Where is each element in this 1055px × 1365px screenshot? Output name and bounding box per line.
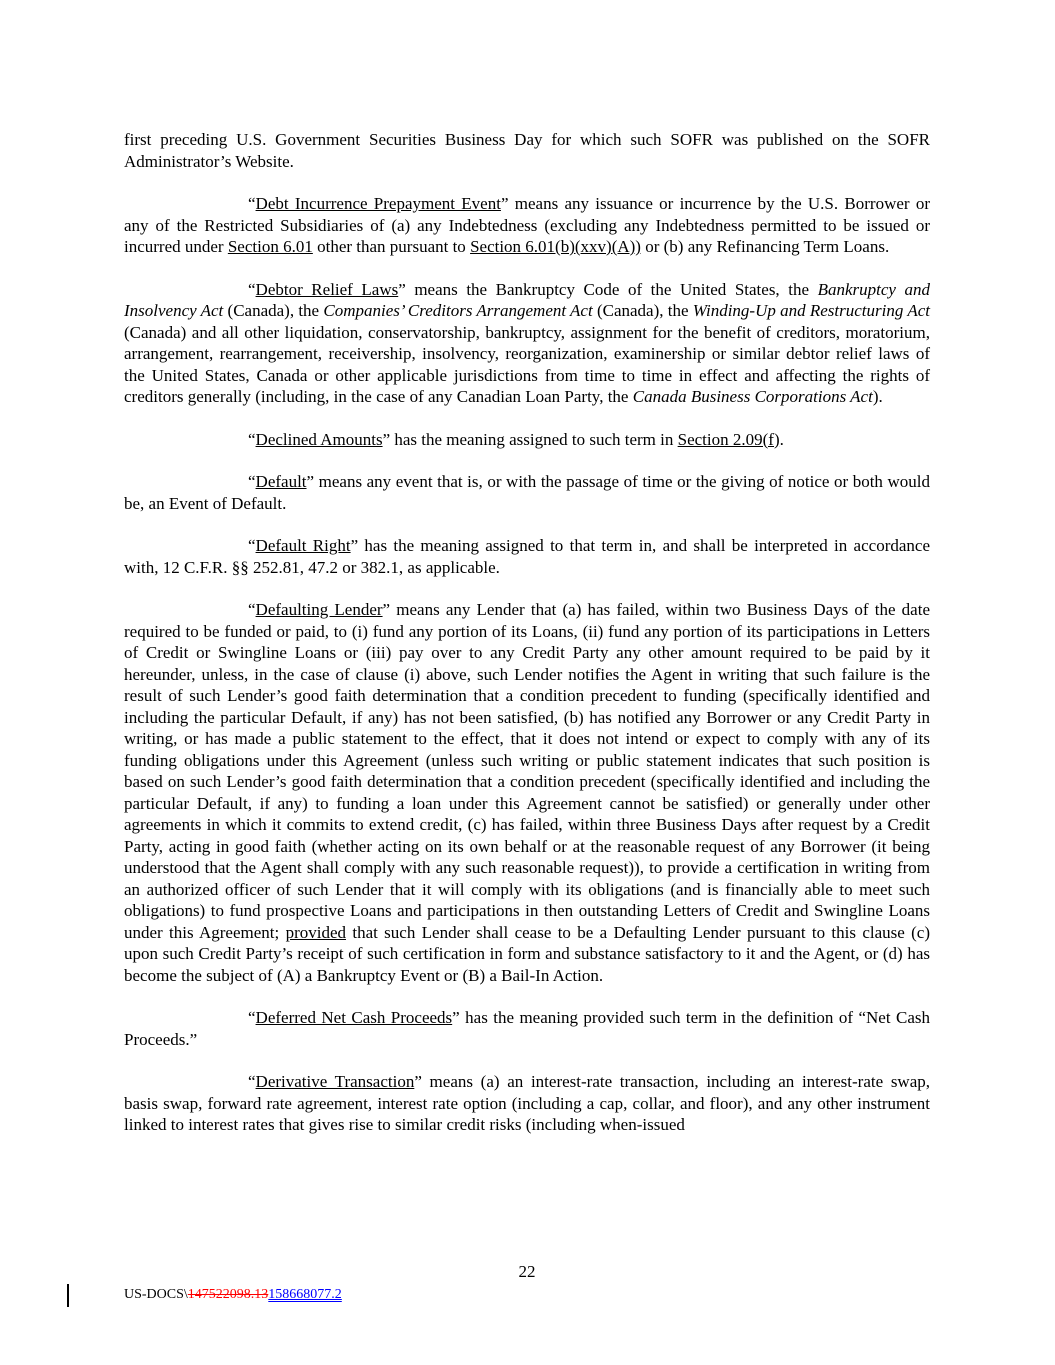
text-run: first preceding U.S. Government Securities Business Day for which such SOFR was published on the SOFR Administrator’s Website. — [124, 130, 930, 171]
paragraph — [124, 429, 930, 451]
paragraph — [124, 1071, 930, 1136]
text-run: or (b) any Refinancing Term Loans. — [640, 237, 890, 256]
text-run: “ — [248, 1008, 256, 1027]
text-run: Section 6.01 — [227, 237, 313, 256]
text-run: (Canada) and all other liquidation, conservatorship, bankruptcy, assignment for the benefit of creditors, moratorium, arrangement, rearrangement, receivership, insolvency, reorganization, examinership or similar debtor relief laws of the United States, Canada or other applicable jurisdictions from time to time in effect and affecting the rights of creditors generally (including, in the case of any Canadian Loan Party, the — [124, 322, 930, 406]
text-run: Companies’ Creditors Arrangement Act — [323, 301, 593, 320]
footer-prefix: US-DOCS\ — [124, 1287, 188, 1302]
text-run: ” means any issuance or incurrence by the U.S. Borrower or any of the Restricted Subsidiaries of (a) any Indebtedness (excluding any Indebtedness permitted to be issued or incurred under — [124, 194, 930, 256]
page-number: 22 — [518, 1262, 536, 1281]
text-run: Declined Amounts — [255, 429, 383, 449]
text-run: “ — [248, 600, 256, 619]
text-run: Default — [255, 472, 307, 491]
text-run: that such Lender shall cease to be a Defaulting Lender pursuant to this clause (c) upon such Credit Party’s receipt of such certification in form and substance satisfactory to it and the Agent, or (d) has become the subject of (A) a Bankruptcy Event or (B) a Bail-In Action. — [124, 922, 931, 985]
text-run: ” means (a) an interest-rate transaction, including an interest-rate swap, basis swap, forward rate agreement, interest rate option (including a cap, collar, and floor), and any other instrument linked to interest rates that gives rise to similar credit risks (including when-issued — [124, 1072, 931, 1134]
text-run: Winding-Up and Restructuring Act — [692, 301, 930, 320]
text-run: ” means any Lender that (a) has failed, within two Business Days of the date required to be funded or paid, to (i) fund any portion of its Loans, (ii) fund any portion of its participations in Letters of Credit or Swingline Loans or (iii) pay over to any Credit Party any other amount required to be paid by it hereunder, unless, in the case of clause (i) above, such Lender notifies the Agent in writing that such failure is the result of such Lender’s good faith determination that a condition precedent to funding (specifically identified and including the particular Default, if any) has not been satisfied, (b) has notified any Borrower or any Credit Party in writing, or has made a public statement to the effect, that it does not intend or expect to comply with any of its funding obligations under this Agreement (unless such writing or public statement indicates that such position is based on such Lender’s good faith determination that a condition precedent (specifically identified and including the particular Default, if any) to funding a loan under this Agreement cannot be satisfied) or generally under other agreements in which it commits to extend credit, (c) has failed, within three Business Days after request by a Credit Party, acting in good faith (whether acting on its own behalf or at the reasonable request of any Borrower (it being understood that the Agent shall comply with any such reasonable request)), to provide a certification in writing from an authorized officer of such Lender that it will comply with its obligations (and is financially able to meet such obligations) to fund prospective Loans and participations in then outstanding Letters of Credit and Swingline Loans under this Agreement; — [124, 600, 930, 942]
text-run: Section 2.09(f) — [677, 429, 780, 449]
document-id-footer — [124, 1287, 342, 1303]
text-run: ” means any event that is, or with the passage of time or the giving of notice or both would be, an Event of Default. — [124, 472, 930, 513]
text-run: . — [779, 429, 784, 449]
paragraph — [124, 471, 930, 514]
text-run: Defaulting Lender — [255, 600, 383, 619]
text-run: “ — [248, 536, 256, 555]
paragraph — [124, 535, 930, 578]
text-run: Section 6.01(b)(xxv)(A)) — [470, 237, 641, 256]
text-run: (Canada), the — [592, 301, 693, 320]
text-run: ” has the meaning provided such term in the definition of “Net Cash Proceeds.” — [124, 1008, 930, 1049]
revision-change-bar — [67, 1284, 69, 1307]
paragraph — [124, 129, 930, 172]
footer-inserted-doc-id: 158668077.2 — [268, 1287, 342, 1302]
text-run: “ — [248, 279, 256, 299]
text-run: “ — [248, 1072, 256, 1091]
document-body — [124, 129, 930, 1157]
paragraph — [124, 279, 930, 408]
text-run: Canada Business Corporations Act — [632, 387, 873, 406]
text-run: ” has the meaning assigned to such term in — [382, 429, 678, 449]
text-run: ” means the Bankruptcy Code of the United States, the — [398, 279, 818, 299]
text-run: ” has the meaning assigned to that term in, and shall be interpreted in accordance with, 12 C.F.R. §§ 252.81, 47.2 or 382.1, as applicable. — [124, 536, 930, 577]
paragraph — [124, 599, 930, 986]
text-run: “ — [248, 194, 256, 213]
text-run: Bankruptcy and Insolvency Act — [124, 279, 930, 320]
text-run: Derivative Transaction — [255, 1072, 415, 1091]
text-run: other than pursuant to — [312, 237, 471, 256]
text-run: Debt Incurrence Prepayment Event — [255, 194, 501, 213]
paragraph — [124, 193, 930, 258]
text-run: Debtor Relief Laws — [255, 279, 399, 299]
text-run: provided — [285, 922, 347, 942]
footer-deleted-doc-id: 147522098.13 — [187, 1287, 269, 1302]
text-run: ). — [872, 387, 883, 406]
text-run: Deferred Net Cash Proceeds — [255, 1008, 453, 1027]
text-run: “ — [248, 429, 256, 449]
paragraph — [124, 1007, 930, 1050]
text-run: Default Right — [255, 536, 351, 555]
text-run: (Canada), the — [223, 301, 324, 320]
text-run: “ — [248, 472, 256, 491]
